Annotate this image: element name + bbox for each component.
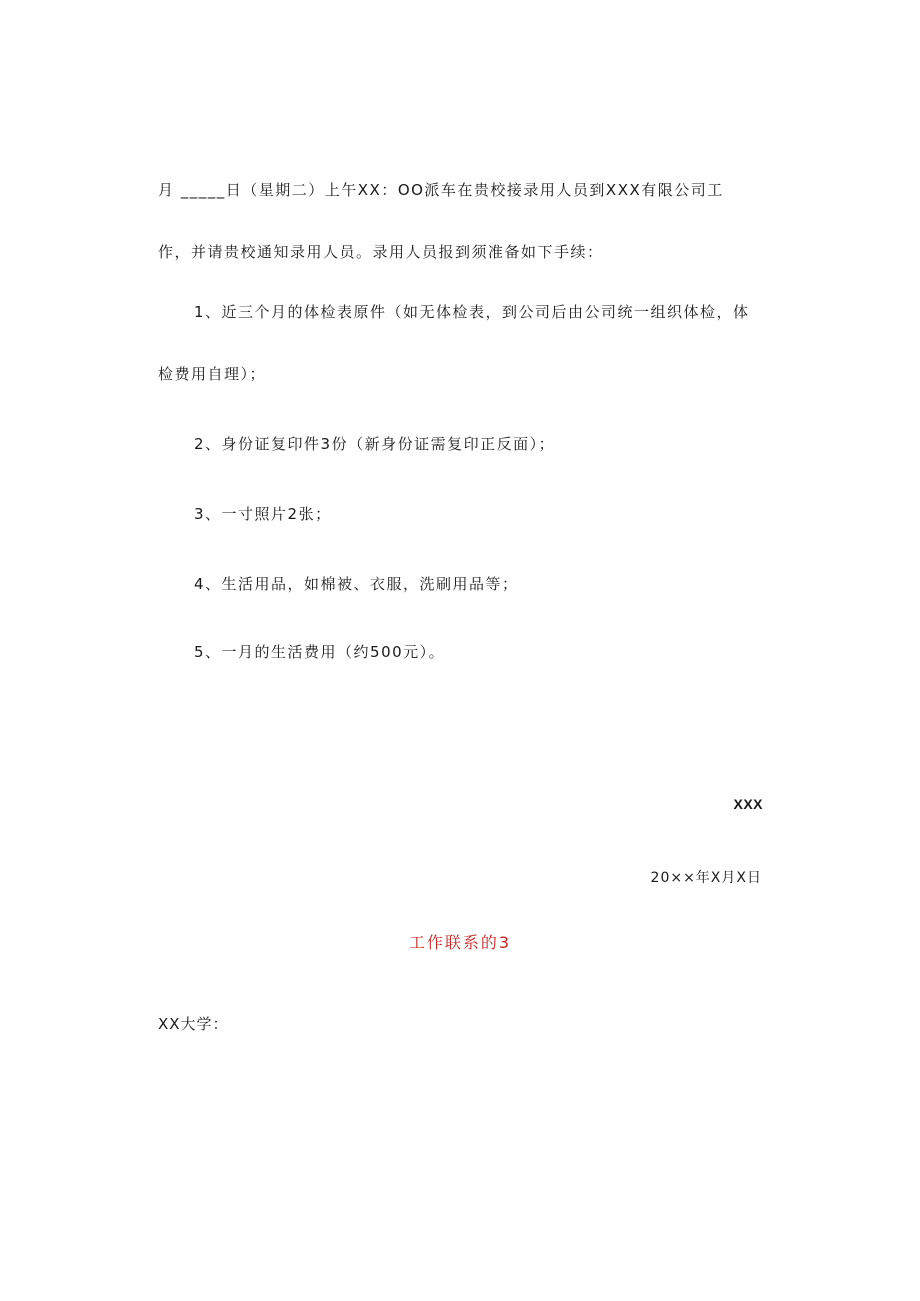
body-line-2: 作，并请贵校通知录用人员。录用人员报到须准备如下手续： [158, 243, 604, 261]
requirement-item-3: 3、一寸照片2张； [194, 505, 332, 523]
requirement-item-4: 4、生活用品，如棉被、衣服，洗刷用品等； [194, 575, 519, 593]
requirement-item-1: 1、近三个月的体检表原件（如无体检表，到公司后由公司统一组织体检，体 [194, 303, 750, 321]
requirement-item-1-continued: 检费用自理）； [158, 365, 267, 383]
salutation: XX大学： [158, 1015, 229, 1033]
requirement-item-5: 5、一月的生活费用（约500元）。 [194, 643, 446, 661]
section-title: 工作联系的3 [408, 933, 512, 952]
signature: XXX [733, 796, 763, 812]
signature-date: 20××年X月X日 [650, 870, 762, 886]
body-line-1: 月 _____日（星期二）上午XX：OO派车在贵校接录用人员到XXX有限公司工 [158, 181, 724, 199]
requirement-item-2: 2、身份证复印件3份（新身份证需复印正反面）； [194, 435, 556, 453]
